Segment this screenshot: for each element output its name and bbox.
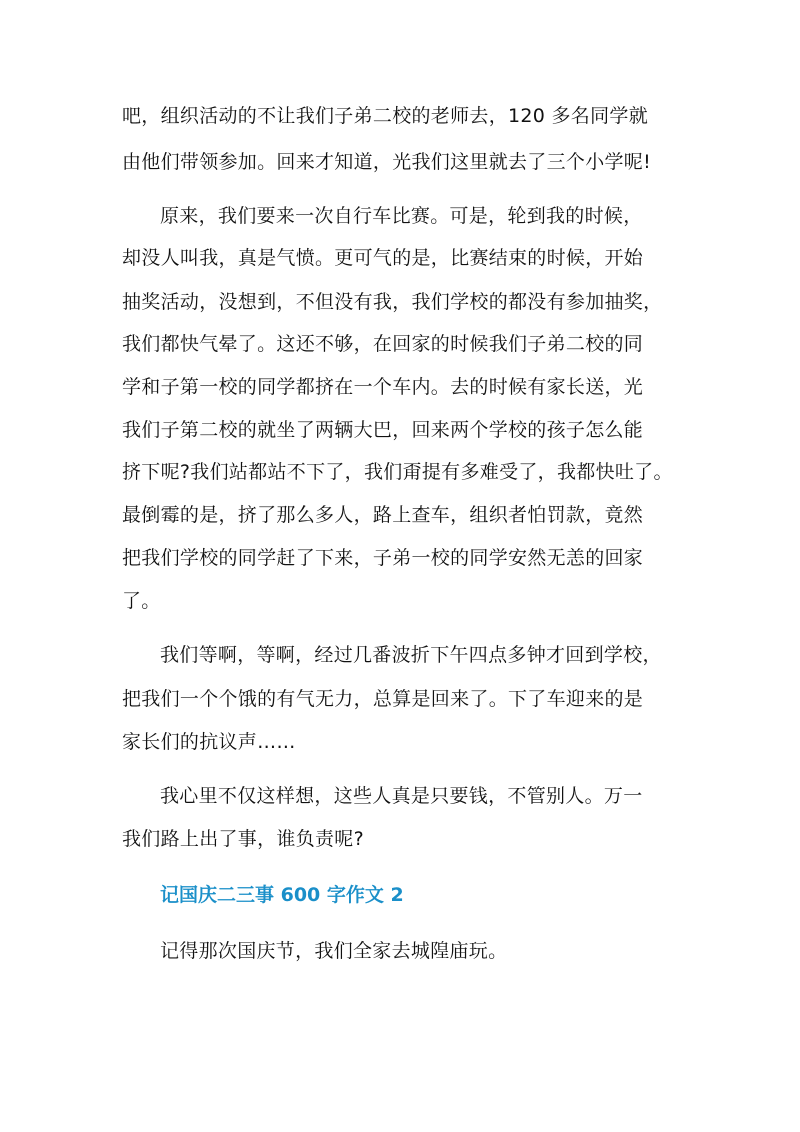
paragraph-2-line-5: 学和子第一校的同学都挤在一个车内。去的时候有家长送，光 — [122, 376, 644, 398]
paragraph-4-line-1: 我心里不仅这样想，这些人真是只要钱，不管别人。万一 — [160, 785, 643, 807]
paragraph-2-line-9: 把我们学校的同学赶了下来，子弟一校的同学安然无恙的回家 — [122, 547, 644, 569]
paragraph-3-line-3: 家长们的抗议声…… — [122, 731, 296, 753]
paragraph-2-line-7: 挤下呢?我们站都站不下了，我们甭提有多难受了，我都快吐了。 — [122, 461, 673, 483]
paragraph-2-line-3: 抽奖活动，没想到，不但没有我，我们学校的都没有参加抽奖， — [122, 291, 663, 313]
paragraph-2-line-8: 最倒霉的是，挤了那么多人，路上查车，组织者怕罚款，竟然 — [122, 504, 644, 526]
paragraph-2-line-4: 我们都快气晕了。这还不够，在回家的时候我们子弟二校的同 — [122, 333, 644, 355]
paragraph-3-line-2: 把我们一个个饿的有气无力，总算是回来了。下了车迎来的是 — [122, 688, 644, 710]
paragraph-1-line-1: 吧，组织活动的不让我们子弟二校的老师去，120 多名同学就 — [122, 105, 649, 127]
section-heading: 记国庆二三事 600 字作文 2 — [160, 884, 404, 906]
paragraph-1-line-2: 由他们带领参加。回来才知道，光我们这里就去了三个小学呢! — [122, 151, 652, 173]
paragraph-2-line-10: 了。 — [122, 590, 161, 612]
paragraph-3-line-1: 我们等啊，等啊，经过几番波折下午四点多钟才回到学校， — [160, 644, 662, 666]
paragraph-2-line-2: 却没人叫我，真是气愤。更可气的是，比赛结束的时候，开始 — [122, 247, 644, 269]
paragraph-2-line-6: 我们子第二校的就坐了两辆大巴，回来两个学校的孩子怎么能 — [122, 419, 644, 441]
paragraph-5-line-1: 记得那次国庆节，我们全家去城隍庙玩。 — [160, 940, 508, 962]
paragraph-2-line-1: 原来，我们要来一次自行车比赛。可是，轮到我的时候， — [160, 205, 643, 227]
paragraph-4-line-2: 我们路上出了事，谁负责呢? — [122, 828, 364, 850]
